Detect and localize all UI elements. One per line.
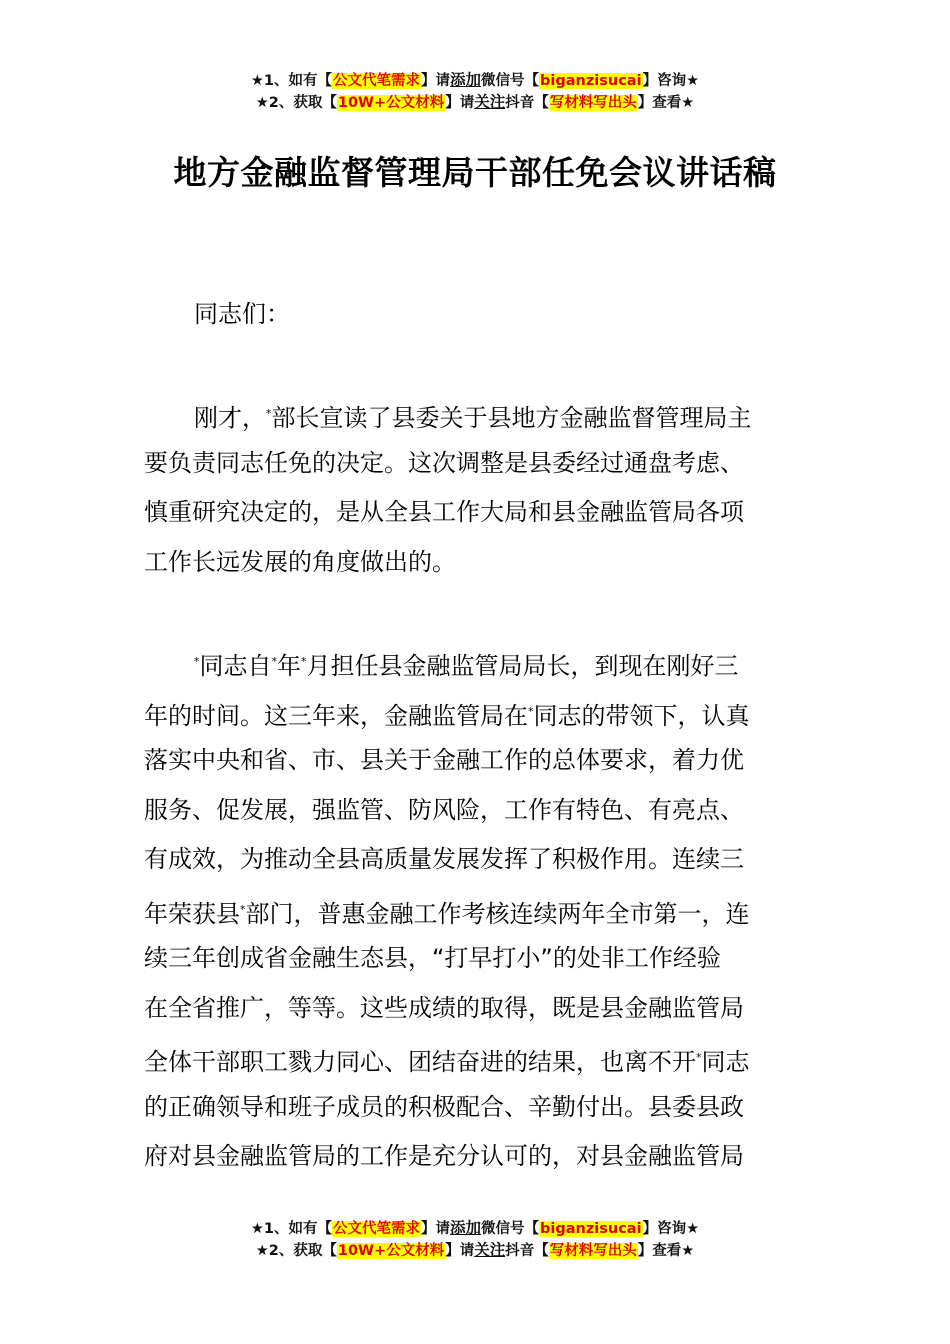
promo-text: ★1、如有【 [250,1221,332,1237]
placeholder-mark: * [528,704,534,718]
placeholder-mark: * [696,1051,702,1064]
promo-highlight: biganzisucai [540,1221,642,1237]
promo-text: 】查看★ [637,95,695,111]
promo-text: 抖音【 [505,1243,549,1259]
promo-text: 】查看★ [637,1243,695,1259]
placeholder-mark: * [194,655,200,668]
promo-footer [0,1217,950,1261]
promo-header [0,69,950,113]
paragraph-line: 有成效，为推动全县高质量发展发挥了积极作用。连续三 [144,845,744,873]
promo-highlight: biganzisucai [540,73,642,89]
paragraph-line: 服务、促发展，强监管、防风险，工作有特色、有亮点、 [144,795,744,824]
paragraph-line: 落实中央和省、市、县关于金融工作的总体要求，着力优 [144,746,744,774]
promo-underline: 关注 [474,1241,506,1259]
promo-text: 】请 [421,73,450,89]
paragraph-line: 慎重研究决定的，是从全县工作大局和县金融监管局各项 [144,498,744,526]
promo-text: 抖音【 [505,95,549,111]
placeholder-mark: * [266,407,272,420]
promo-text: ★2、获取【 [255,1243,337,1259]
paragraph-line: 府对县金融监管局的工作是充分认可的，对县金融监管局 [144,1142,744,1170]
promo-text: 微信号【 [481,73,540,89]
paragraph-line: 续三年创成省金融生态县，“打早打小”的处非工作经验 [144,944,721,972]
promo-underline: 添加 [450,1219,482,1237]
paragraph-line: 要负责同志任免的决定。这次调整是县委经过通盘考虑、 [144,448,744,477]
paragraph-line: 的正确领导和班子成员的积极配合、辛勤付出。县委县政 [144,1092,744,1121]
placeholder-mark: * [240,902,246,916]
promo-highlight: 10W+公文材料 [337,95,445,111]
paragraph-line: 刚才，*部长宣读了县委关于县地方金融监督管理局主 [194,404,752,432]
paragraph-1 [144,389,808,587]
promo-highlight: 公文代笔需求 [333,73,420,89]
paragraph-line: 在全省推广，等等。这些成绩的取得，既是县金融监管局 [144,993,744,1022]
promo-line-1 [0,1217,950,1239]
promo-text: ★2、获取【 [255,95,337,111]
promo-line-2 [0,1239,950,1261]
placeholder-mark: * [301,655,307,668]
promo-text: 】请 [421,1221,450,1237]
paragraph-line: 工作长远发展的角度做出的。 [144,547,456,576]
promo-line-1 [0,69,950,91]
salutation-block [144,290,808,340]
promo-highlight: 写材料写出头 [549,95,637,111]
paragraph-line: 年荣获县*部门，普惠金融工作考核连续两年全市第一，连 [144,899,750,928]
promo-highlight: 10W+公文材料 [337,1243,445,1259]
promo-text: 】请 [445,1243,475,1259]
paragraph-2 [144,637,808,1182]
paragraph-line: *同志自*年*月担任县金融监管局局长，到现在刚好三 [194,652,739,680]
promo-underline: 关注 [474,93,506,111]
document-title: 地方金融监督管理局干部任免会议讲话稿 [173,153,777,192]
promo-text: 】咨询★ [642,73,700,89]
promo-highlight: 写材料写出头 [549,1243,637,1259]
promo-text: 微信号【 [481,1221,540,1237]
promo-underline: 添加 [450,71,482,89]
placeholder-mark: * [271,655,277,668]
paragraph-line: 全体干部职工戮力同心、团结奋进的结果，也离不开*同志 [144,1048,750,1076]
paragraph-line: 年的时间。这三年来，金融监管局在*同志的带领下，认真 [144,701,750,730]
salutation: 同志们： [194,300,290,328]
promo-highlight: 公文代笔需求 [333,1221,420,1237]
promo-text: ★1、如有【 [250,73,332,89]
promo-text: 】请 [445,95,475,111]
promo-text: 】咨询★ [642,1221,700,1237]
promo-line-2 [0,91,950,113]
